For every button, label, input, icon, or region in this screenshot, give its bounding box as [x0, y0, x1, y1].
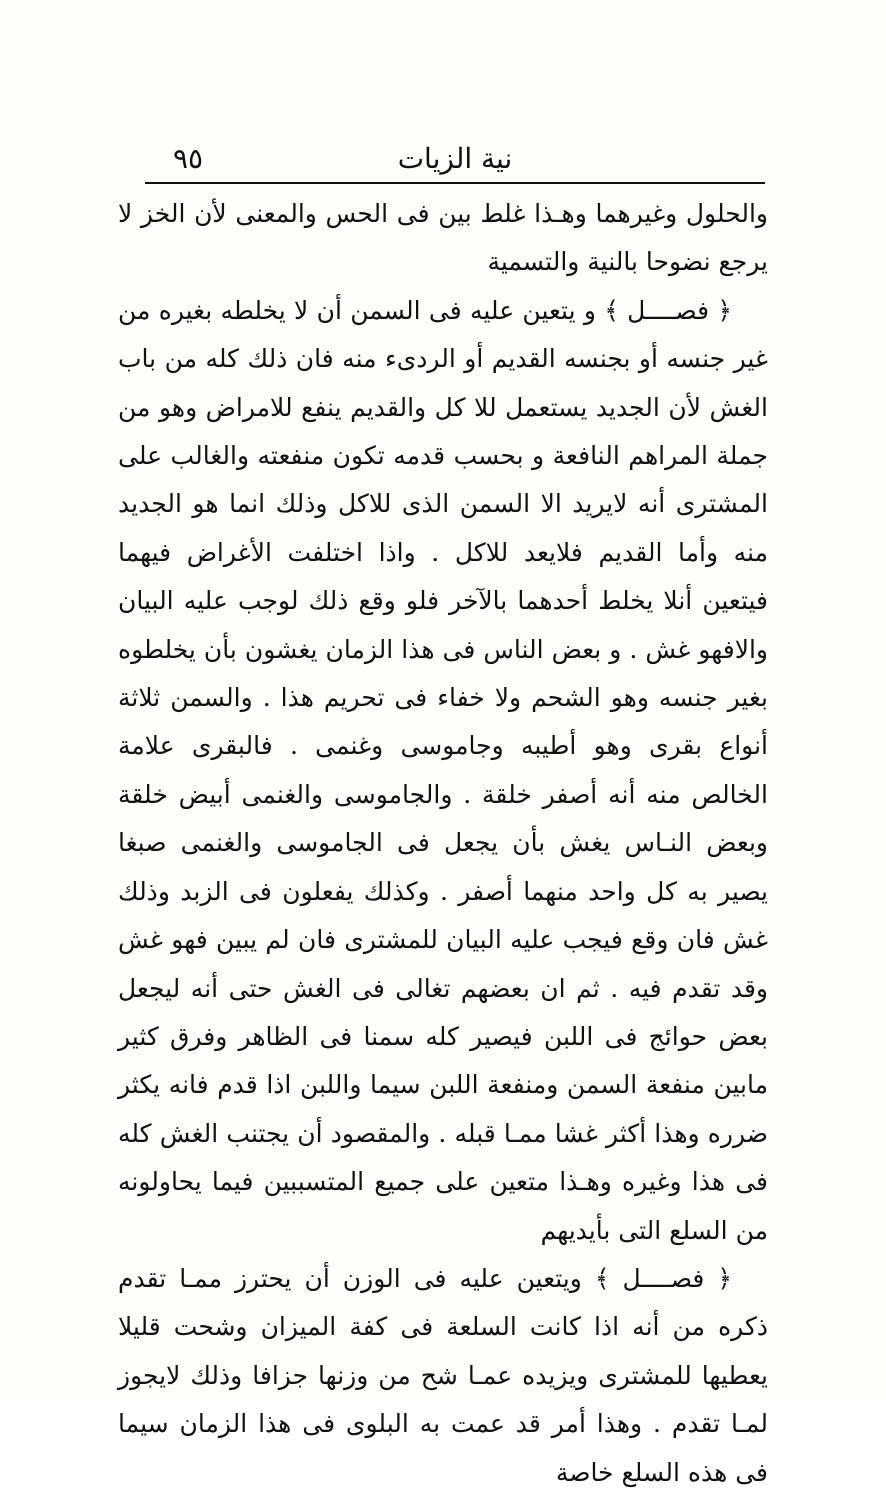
header-rule: [145, 182, 765, 184]
running-header: [145, 140, 765, 180]
body-text: [118, 190, 768, 1497]
section-paragraph: [118, 1255, 768, 1497]
section-heading: ﴿ فصــــل ﴾: [594, 1263, 732, 1293]
section-heading: ﴿ فصــــل ﴾: [604, 295, 732, 325]
section-paragraph: [118, 287, 768, 1255]
running-title: نية الزيات: [397, 142, 513, 175]
paragraph-text: و يتعين عليه فى السمن أن لا يخلطه بغيره من غير جنسه أو بجنسه القديم أو الردىء منه فان ذلك كله من باب الغش لأن الجديد يستعمل للا كل والقديم ينفع للامراض وهو من جملة المراهم النافعة و بحسب قدمه تكون منفعته والغالب على المشترى أنه لايريد الا السمن الذى للاكل وذلك انما هو الجديد منه وأما القديم فلايعد للاكل . واذا اختلفت الأغراض فيهما فيتعين أنلا يخلط أحدهما بالآخر فلو وقع ذلك لوجب عليه البيان والافهو غش . و بعض الناس فى هذا الزمان يغشون بأن يخلطوه بغير جنسه وهو الشحم ولا خفاء فى تحريم هذا . والسمن ثلاثة أنواع بقرى وهو أطيبه وجاموسى وغنمى . فالبقرى علامة الخالص منه أنه أصفر خلقة . والجاموسى والغنمى أبيض خلقة وبعض النـاس يغش بأن يجعل فى الجاموسى والغنمى صبغا يصير به كل واحد منهما أصفر . وكذلك يفعلون فى الزبد وذلك غش فان وقع فيجب عليه البيان للمشترى فان لم يبين فهو غش وقد تقدم فيه . ثم ان بعضهم تغالى فى الغش حتى أنه ليجعل بعض حوائج فى اللبن فيصير كله سمنا فى الظاهر وفرق كثير مابين منفعة السمن ومنفعة اللبن سيما واللبن اذا قدم فانه يكثر ضرره وهذا أكثر غشا ممـا قبله . والمقصود أن يجتنب الغش كله فى هذا وغيره وهـذا متعين على جميع المتسببين فيما يحاولونه من السلع التى بأيديهم: [118, 295, 768, 1245]
paragraph-text: ويتعين عليه فى الوزن أن يحترز ممـا تقدم ذكره من أنه اذا كانت السلعة فى كفة الميزان وشحت قليلا يعطيها للمشترى ويزيده عمـا شح من وزنها جزافا وذلك لايجوز لمـا تقدم . وهذا أمر قد عمت به البلوى فى هذا الزمان سيما فى هذه السلع خاصة: [118, 1263, 768, 1487]
page-number: ٩٥: [173, 142, 204, 175]
paragraph-continuation: [118, 190, 768, 287]
paragraph-text: والحلول وغيرهما وهـذا غلط بين فى الحس والمعنى لأن الخز لا يرجع نضوحا بالنية والتسمية: [118, 199, 768, 277]
